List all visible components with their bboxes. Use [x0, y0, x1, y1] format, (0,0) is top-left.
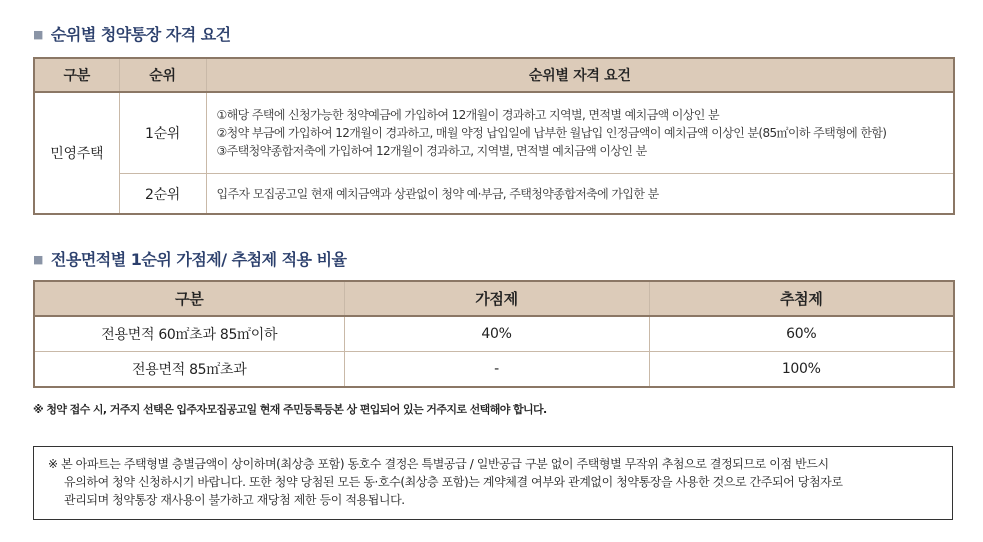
requirements-cell — [206, 92, 954, 174]
table-row — [34, 352, 954, 388]
residence-footnote: ※ 청약 접수 시, 거주지 선택은 입주자모집공고일 현재 주민등록등본 상 편입되어 있는 거주지로 선택해야 합니다. — [33, 403, 547, 416]
notice-line: ※ 본 아파트는 주택형별 층별금액이 상이하며(최상층 포함) 동호수 결정은 특별공급 / 일반공급 구분 없이 주택형별 무작위 추첨으로 결정되므로 이점 반드시 — [48, 457, 829, 471]
rank-cell: 1순위 — [119, 92, 206, 174]
rank-requirements-table — [33, 57, 955, 215]
requirement-line: ①해당 주택에 신청가능한 청약예금에 가입하여 12개월이 경과하고 지역별, 면적별 예치금액 이상인 분 — [216, 108, 719, 122]
header-category: 구분 — [34, 58, 119, 92]
table-row — [34, 316, 954, 352]
header-requirements: 순위별 자격 요건 — [206, 58, 954, 92]
point-ratio-cell: 40% — [344, 316, 649, 352]
table-row — [34, 174, 954, 215]
square-bullet-icon: ■ — [33, 28, 43, 41]
square-bullet-icon: ■ — [33, 253, 43, 266]
lottery-ratio-cell: 60% — [649, 316, 954, 352]
section-heading-ratio — [33, 250, 347, 272]
table-header-row — [34, 58, 954, 92]
ratio-table — [33, 280, 955, 388]
notice-line: 유의하여 청약 신청하시기 바랍니다. 또한 청약 당첨된 모든 동·호수(최상층 포함)는 계약체결 여부와 관계없이 청약통장을 사용한 것으로 간주되어 당첨자로 — [64, 475, 843, 489]
category-cell: 민영주택 — [34, 92, 119, 214]
lottery-ratio-cell: 100% — [649, 352, 954, 388]
requirement-line: 입주자 모집공고일 현재 예치금액과 상관없이 청약 예·부금, 주택청약종합저축에 가입한 분 — [216, 186, 659, 201]
header-lottery-system: 추첨제 — [649, 281, 954, 316]
notice-box — [33, 446, 953, 520]
requirement-line: ②청약 부금에 가입하여 12개월이 경과하고, 매월 약정 납입일에 납부한 월납입 인정금액이 예치금액 이상인 분(85㎡이하 주택형에 한함) — [216, 126, 887, 140]
table-header-row — [34, 281, 954, 316]
section-heading-rank-requirements — [33, 25, 231, 47]
point-ratio-cell: - — [344, 352, 649, 388]
requirements-cell — [206, 174, 954, 215]
header-rank: 순위 — [119, 58, 206, 92]
table-row — [34, 92, 954, 174]
notice-line: 관리되며 청약통장 재사용이 불가하고 재당첨 제한 등이 적용됩니다. — [64, 493, 405, 507]
section-title: 순위별 청약통장 자격 요건 — [50, 25, 231, 44]
area-cell: 전용면적 60㎡초과 85㎡이하 — [34, 316, 344, 352]
section-title: 전용면적별 1순위 가점제/ 추첨제 적용 비율 — [50, 250, 347, 269]
area-cell: 전용면적 85㎡초과 — [34, 352, 344, 388]
header-category: 구분 — [34, 281, 344, 316]
header-point-system: 가점제 — [344, 281, 649, 316]
requirement-line: ③주택청약종합저축에 가입하여 12개월이 경과하고, 지역별, 면적별 예치금액 이상인 분 — [216, 144, 647, 158]
rank-cell: 2순위 — [119, 174, 206, 215]
